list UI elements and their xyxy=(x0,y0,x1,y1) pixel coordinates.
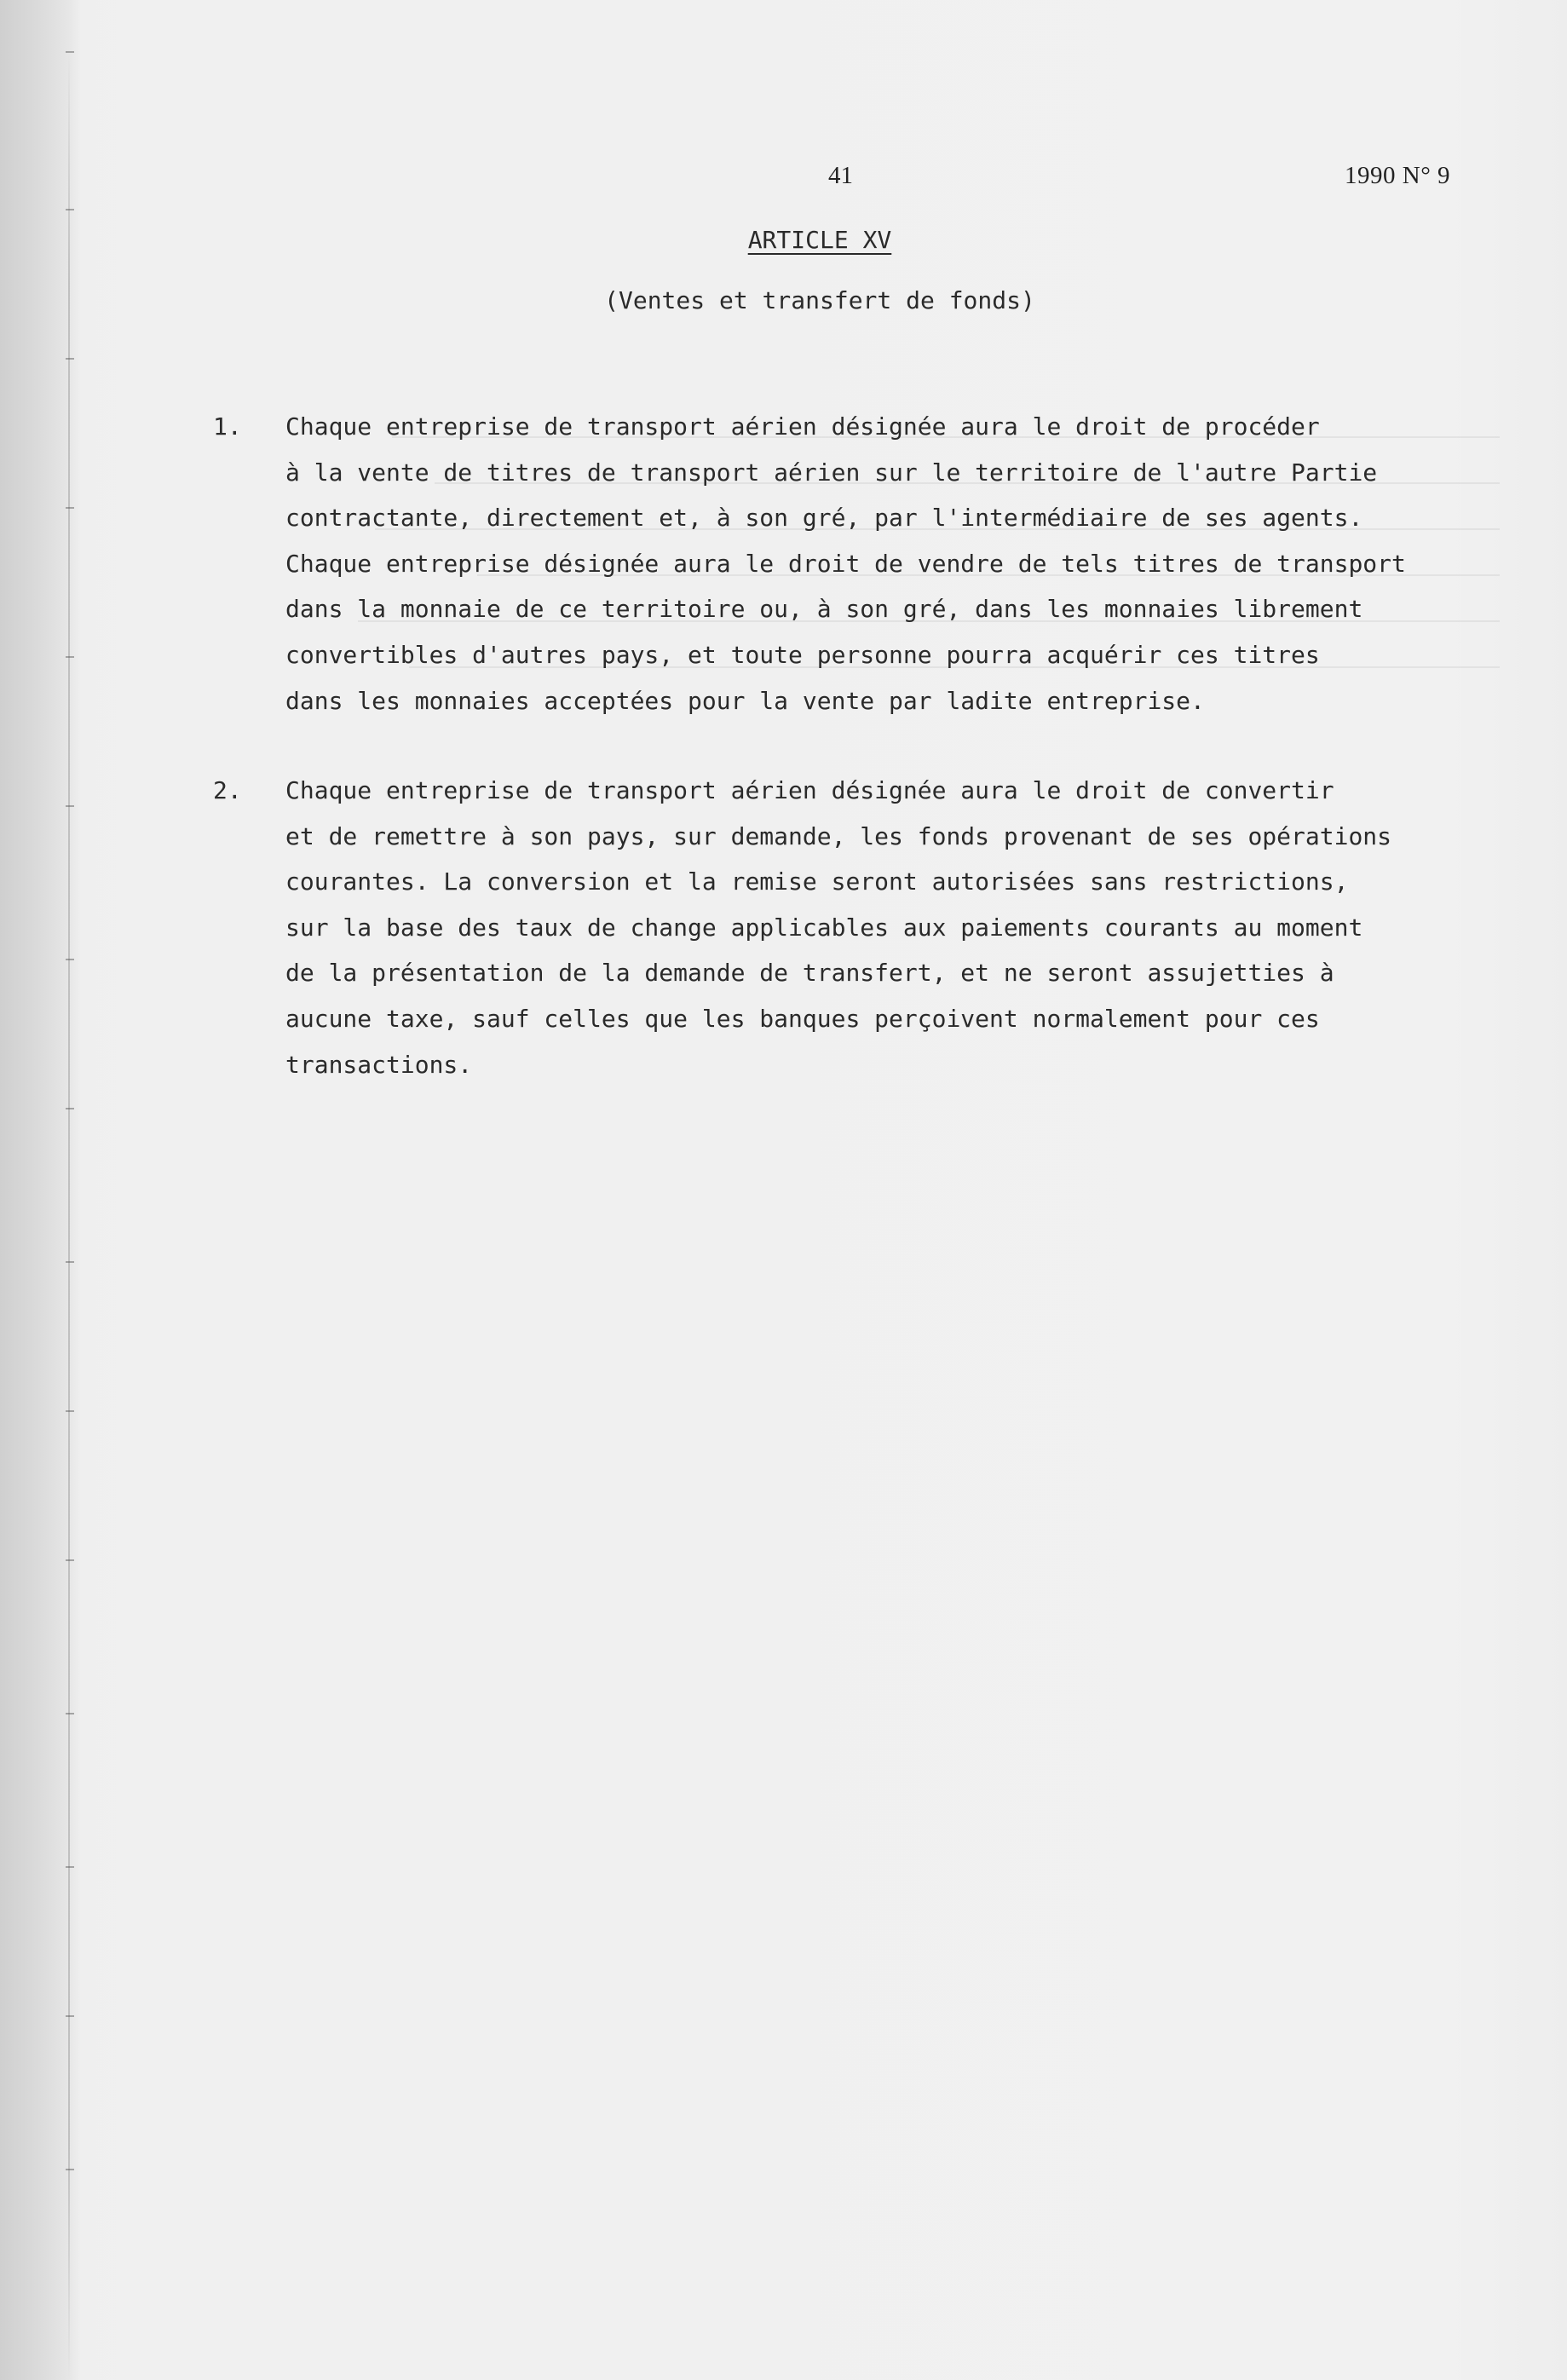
text-line: transactions. xyxy=(285,1050,473,1079)
paragraph-number: 2. xyxy=(213,776,242,804)
text-line: Chaque entreprise de transport aérien désignée aura le droit de convertir xyxy=(285,776,1334,804)
text-line: à la vente de titres de transport aérien sur le territoire de l'autre Partie xyxy=(285,458,1378,487)
text-line: de la présentation de la demande de transfert, et ne seront assujetties à xyxy=(285,959,1334,988)
article-heading xyxy=(0,226,1567,254)
text-line: courantes. La conversion et la remise seront autorisées sans restrictions, xyxy=(285,867,1349,896)
text-line: Chaque entreprise de transport aérien désignée aura le droit de procéder xyxy=(285,412,1320,441)
binding-staple-mark xyxy=(66,1866,74,1868)
text-line: dans la monnaie de ce territoire ou, à son gré, dans les monnaies librement xyxy=(285,595,1363,624)
text-line: contractante, directement et, à son gré, par l'intermédiaire de ses agents. xyxy=(285,504,1363,533)
binding-staple-mark xyxy=(66,1559,74,1561)
article-subheading xyxy=(0,286,1567,314)
paragraph-number: 1. xyxy=(213,412,242,441)
text-line: sur la base des taux de change applicables aux paiements courants au moment xyxy=(285,913,1363,942)
binding-staple-mark xyxy=(66,209,74,210)
text-line: aucune taxe, sauf celles que les banques perçoivent normalement pour ces xyxy=(285,1004,1320,1033)
binding-staple-mark xyxy=(66,1108,74,1109)
issue-number: 1990 N° 9 xyxy=(1345,162,1451,189)
binding-staple-mark xyxy=(66,656,74,658)
paragraph-text xyxy=(285,768,1495,1087)
binding-staple-mark xyxy=(66,1261,74,1263)
binding-edge xyxy=(68,51,70,2380)
binding-staple-mark xyxy=(66,1713,74,1714)
page-header xyxy=(0,162,1567,196)
binding-staple-mark xyxy=(66,51,74,53)
binding-staple-mark xyxy=(66,507,74,509)
binding-staple-mark xyxy=(66,1410,74,1412)
binding-staple-mark xyxy=(66,959,74,960)
text-line: et de remettre à son pays, sur demande, les fonds provenant de ses opérations xyxy=(285,821,1392,850)
text-line: convertibles d'autres pays, et toute personne pourra acquérir ces titres xyxy=(285,640,1320,669)
binding-staple-mark xyxy=(66,2169,74,2170)
text-line: dans les monnaies acceptées pour la vente par ladite entreprise. xyxy=(285,686,1205,715)
page-number: 41 xyxy=(828,162,853,189)
binding-staple-mark xyxy=(66,2015,74,2017)
text-line: Chaque entreprise désignée aura le droit de vendre de tels titres de transport xyxy=(285,549,1406,578)
article-subtitle: (Ventes et transfert de fonds) xyxy=(604,286,1035,314)
article-title: ARTICLE XV xyxy=(747,226,892,254)
binding-staple-mark xyxy=(66,358,74,360)
paragraph-text xyxy=(285,404,1495,723)
binding-staple-mark xyxy=(66,805,74,807)
